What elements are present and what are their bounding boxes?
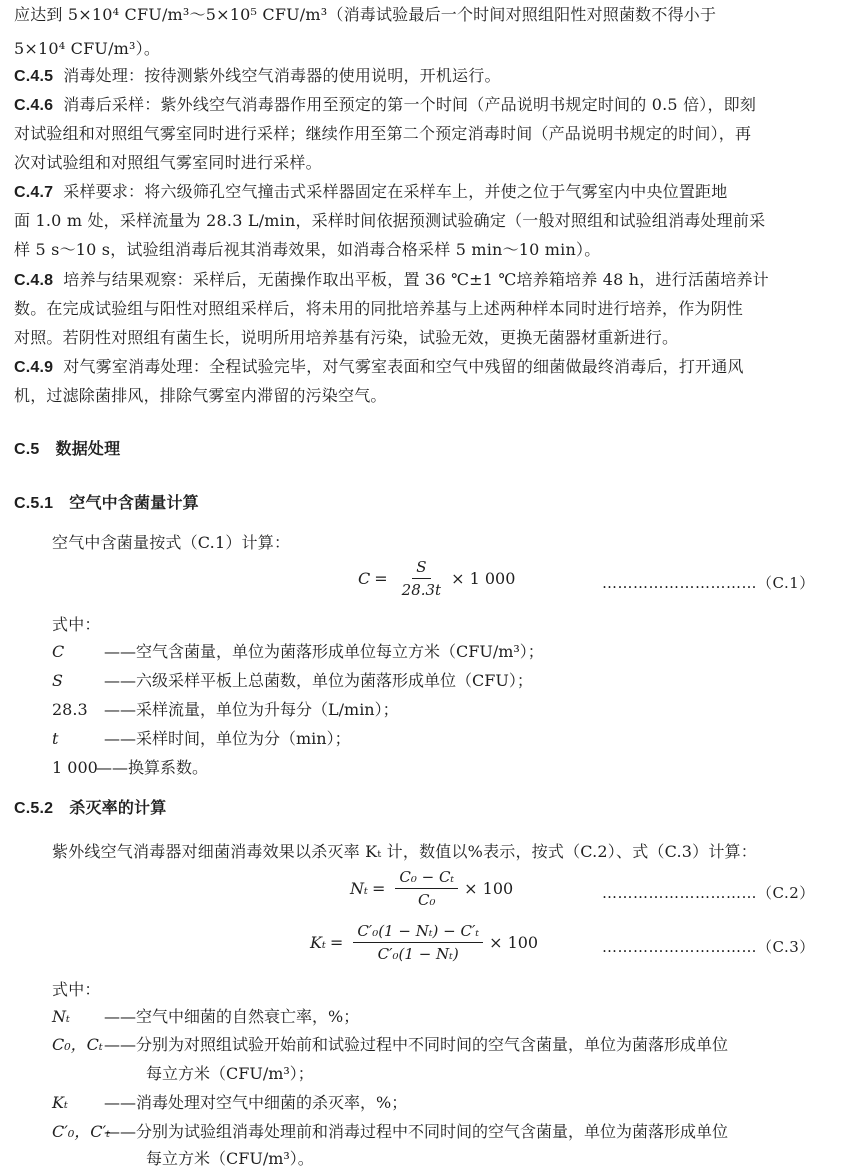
clause-text: 消毒后采样：紫外线空气消毒器作用至预定的第一个时间（产品说明书规定时间的 0.5 倍），即刻 — [63, 95, 757, 114]
section-title: 杀灭率的计算 — [69, 798, 167, 817]
formula-equals: = — [329, 933, 344, 952]
clause-text: 培养与结果观察：采样后，无菌操作取出平板，置 36 ℃±1 ℃培养箱培养 48 h，进行活菌培养计 — [63, 270, 769, 289]
clause-c47-line-2: 面 1.0 m 处，采样流量为 28.3 L/min，采样时间依据预测试验确定（一般对照组和试验组消毒处理前采 — [14, 211, 766, 230]
formula-lhs: Nₜ — [350, 879, 368, 898]
formula-c2-intro: 紫外线空气消毒器对细菌消毒效果以杀灭率 Kₜ 计，数值以%表示，按式（C.2）、式（C.3）计算： — [52, 842, 757, 861]
def-text: ——六级采样平板上总菌数，单位为菌落形成单位（CFU）； — [104, 671, 533, 690]
formula-fraction — [398, 558, 445, 599]
formula-numerator: C′₀(1 − Nₜ) − C′ₜ — [353, 922, 483, 943]
formula-fraction — [395, 868, 458, 909]
formula-lhs: C — [358, 569, 371, 588]
def-symbol: 1 000 — [52, 758, 98, 777]
section-heading-c5 — [14, 438, 850, 461]
formula-c2 — [350, 868, 513, 909]
formula-c1 — [358, 558, 515, 599]
equation-number-c3: …………………………（C.3） — [602, 938, 815, 956]
def-symbol: Nₜ — [52, 1007, 70, 1026]
intro-line-2: 5×10⁴ CFU/m³）。 — [14, 39, 161, 58]
formula-equals: = — [374, 569, 388, 588]
def-text-continued: 每立方米（CFU/m³）； — [146, 1064, 314, 1083]
def-text: ——分别为试验组消毒处理前和消毒过程中不同时间的空气含菌量，单位为菌落形成单位 — [104, 1122, 729, 1141]
clause-number: C.4.6 — [14, 97, 54, 114]
clause-c48 — [14, 269, 850, 292]
where-label-c2: 式中： — [52, 980, 101, 999]
section-title: 空气中含菌量计算 — [69, 493, 199, 512]
clause-number: C.4.5 — [14, 68, 54, 85]
def-text-continued: 每立方米（CFU/m³）。 — [146, 1149, 314, 1168]
def-text: ——换算系数。 — [96, 758, 209, 777]
formula-c3 — [310, 922, 538, 963]
clause-c47 — [14, 181, 850, 204]
formula-denominator: C₀ — [418, 891, 436, 909]
formula-lhs: Kₜ — [310, 933, 326, 952]
def-symbol: 28.3 — [52, 700, 88, 719]
section-heading-c51 — [14, 492, 850, 515]
def-text: ——采样时间，单位为分（min）； — [104, 729, 351, 748]
clause-number: C.4.9 — [14, 359, 54, 376]
def-symbol: S — [52, 671, 63, 690]
def-symbol: Kₜ — [52, 1093, 68, 1112]
section-number: C.5 — [14, 441, 40, 458]
clause-number: C.4.7 — [14, 184, 54, 201]
formula-denominator: 28.3t — [401, 581, 442, 599]
def-text: ——消毒处理对空气中细菌的杀灭率，%； — [104, 1093, 408, 1112]
formula-tail: × 1 000 — [451, 569, 516, 588]
equation-number-c1: …………………………（C.1） — [602, 574, 815, 592]
equation-number-c2: …………………………（C.2） — [602, 884, 815, 902]
section-heading-c52 — [14, 797, 850, 820]
def-text: ——采样流量，单位为升每分（L/min）； — [104, 700, 399, 719]
formula-numerator: C₀ − Cₜ — [395, 868, 458, 889]
formula-fraction — [353, 922, 483, 963]
def-symbol: C′₀，C′ₜ — [52, 1122, 111, 1141]
clause-c46-line-2: 对试验组和对照组气雾室同时进行采样；继续作用至第二个预定消毒时间（产品说明书规定的时间），再 — [14, 124, 752, 143]
clause-number: C.4.8 — [14, 272, 54, 289]
def-symbol: t — [52, 729, 59, 748]
formula-equals: = — [371, 879, 386, 898]
clause-c48-line-3: 对照。若阴性对照组有菌生长，说明所用培养基有污染，试验无效，更换无菌器材重新进行。 — [14, 328, 679, 347]
intro-line-1: 应达到 5×10⁴ CFU/m³～5×10⁵ CFU/m³（消毒试验最后一个时间对照组阳性对照菌数不得小于 — [14, 5, 717, 24]
clause-c46-line-3: 次对试验组和对照组气雾室同时进行采样。 — [14, 153, 322, 172]
clause-text: 采样要求：将六级筛孔空气撞击式采样器固定在采样车上，并使之位于气雾室内中央位置距地 — [63, 182, 728, 201]
section-number: C.5.2 — [14, 800, 54, 817]
clause-c49-line-2: 机，过滤除菌排风，排除气雾室内滞留的污染空气。 — [14, 386, 387, 405]
formula-c1-intro: 空气中含菌量按式（C.1）计算： — [52, 533, 291, 552]
def-symbol: C — [52, 642, 65, 661]
def-text: ——分别为对照组试验开始前和试验过程中不同时间的空气含菌量，单位为菌落形成单位 — [104, 1035, 729, 1054]
clause-c47-line-3: 样 5 s～10 s，试验组消毒后视其消毒效果，如消毒合格采样 5 min～10 min）。 — [14, 240, 601, 259]
clause-c48-line-2: 数。在完成试验组与阳性对照组采样后，将未用的同批培养基与上述两种样本同时进行培养，作为阴性 — [14, 299, 744, 318]
clause-c49 — [14, 356, 850, 379]
formula-tail: × 100 — [489, 933, 539, 952]
def-text: ——空气含菌量，单位为菌落形成单位每立方米（CFU/m³）； — [104, 642, 544, 661]
def-text: ——空气中细菌的自然衰亡率，%； — [104, 1007, 360, 1026]
formula-denominator: C′₀(1 − Nₜ) — [377, 945, 459, 963]
clause-c46 — [14, 94, 850, 117]
section-number: C.5.1 — [14, 495, 54, 512]
clause-text: 消毒处理：按待测紫外线空气消毒器的使用说明，开机运行。 — [63, 66, 501, 85]
formula-tail: × 100 — [464, 879, 514, 898]
clause-text: 对气雾室消毒处理：全程试验完毕，对气雾室表面和空气中残留的细菌做最终消毒后，打开通风 — [63, 357, 744, 376]
where-label-c1: 式中： — [52, 615, 101, 634]
formula-numerator: S — [412, 558, 430, 579]
clause-c45 — [14, 65, 850, 88]
def-symbol: C₀，Cₜ — [52, 1035, 103, 1054]
section-title: 数据处理 — [55, 439, 121, 458]
